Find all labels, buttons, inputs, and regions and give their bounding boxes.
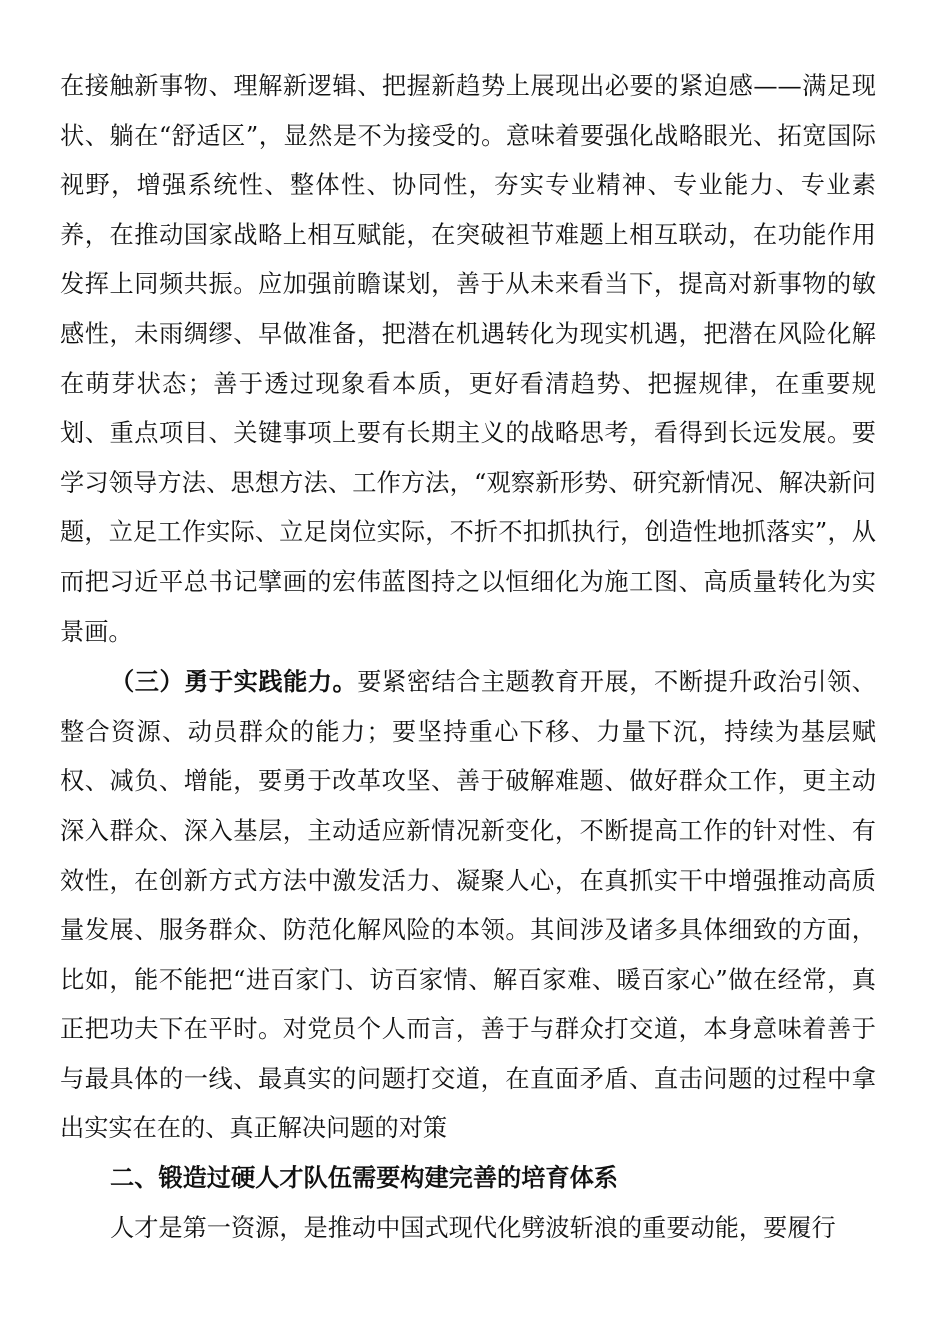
body-paragraph-1: 在接触新事物、理解新逻辑、把握新趋势上展现出必要的紧迫感——满足现状、躺在“舒适区”，显然是不为接受的。意味着要强化战略眼光、拓宽国际视野，增强系统性、整体性、协同性，夯实专业精神、专业能力、专业素养，在推动国家战略上相互赋能，在突破袒节难题上相互联动，在功能作用发挥上同频共振。应加强前瞻谋划，善于从未来看当下，提高对新事物的敏感性，未雨绸缪、早做准备，把潜在机遇转化为现实机遇，把潜在风险化解在萌芽状态；善于透过现象看本质，更好看清趋势、把握规律，在重要规划、重点项目、关键事项上要有长期主义的战略思考，看得到长远发展。要学习领导方法、思想方法、工作方法，“观察新形势、研究新情况、解决新问题，立足工作实际、立足岗位实际，不折不扣抓执行，创造性地抓落实”，从而把习近平总书记擘画的宏伟蓝图持之以恒细化为施工图、高质量转化为实景画。 [60,72,876,646]
section-heading: 二、锻造过硬人才队伍需要构建完善的培育体系 [110,1164,618,1193]
body-paragraph-3: 人才是第一资源，是推动中国式现代化劈波斩浪的重要动能，要履行 [110,1213,836,1242]
subsection-title: （三）勇于实践能力。 [110,667,358,697]
body-paragraph-2-text: 要紧密结合主题教育开展，不断提升政治引领、整合资源、动员群众的能力；要坚持重心下移、力量下沉，持续为基层赋权、减负、增能，要勇于改革攻坚、善于破解难题、做好群众工作，更主动深入群众、深入基层，主动适应新情况新变化，不断提高工作的针对性、有效性，在创新方式方法中激发活力、凝聚人心，在真抓实干中增强推动高质量发展、服务群众、防范化解风险的本领。其间涉及诸多具体细致的方面，比如，能不能把“进百家门、访百家情、解百家难、暖百家心”做在经常，真正把功夫下在平时。对党员个人而言，善于与群众打交道，本身意味着善于与最具体的一线、最真实的问题打交道，在直面矛盾、直击问题的过程中拿出实实在在的、真正解决问题的对策 [60,668,876,1143]
body-paragraph-2 [60,657,876,1154]
